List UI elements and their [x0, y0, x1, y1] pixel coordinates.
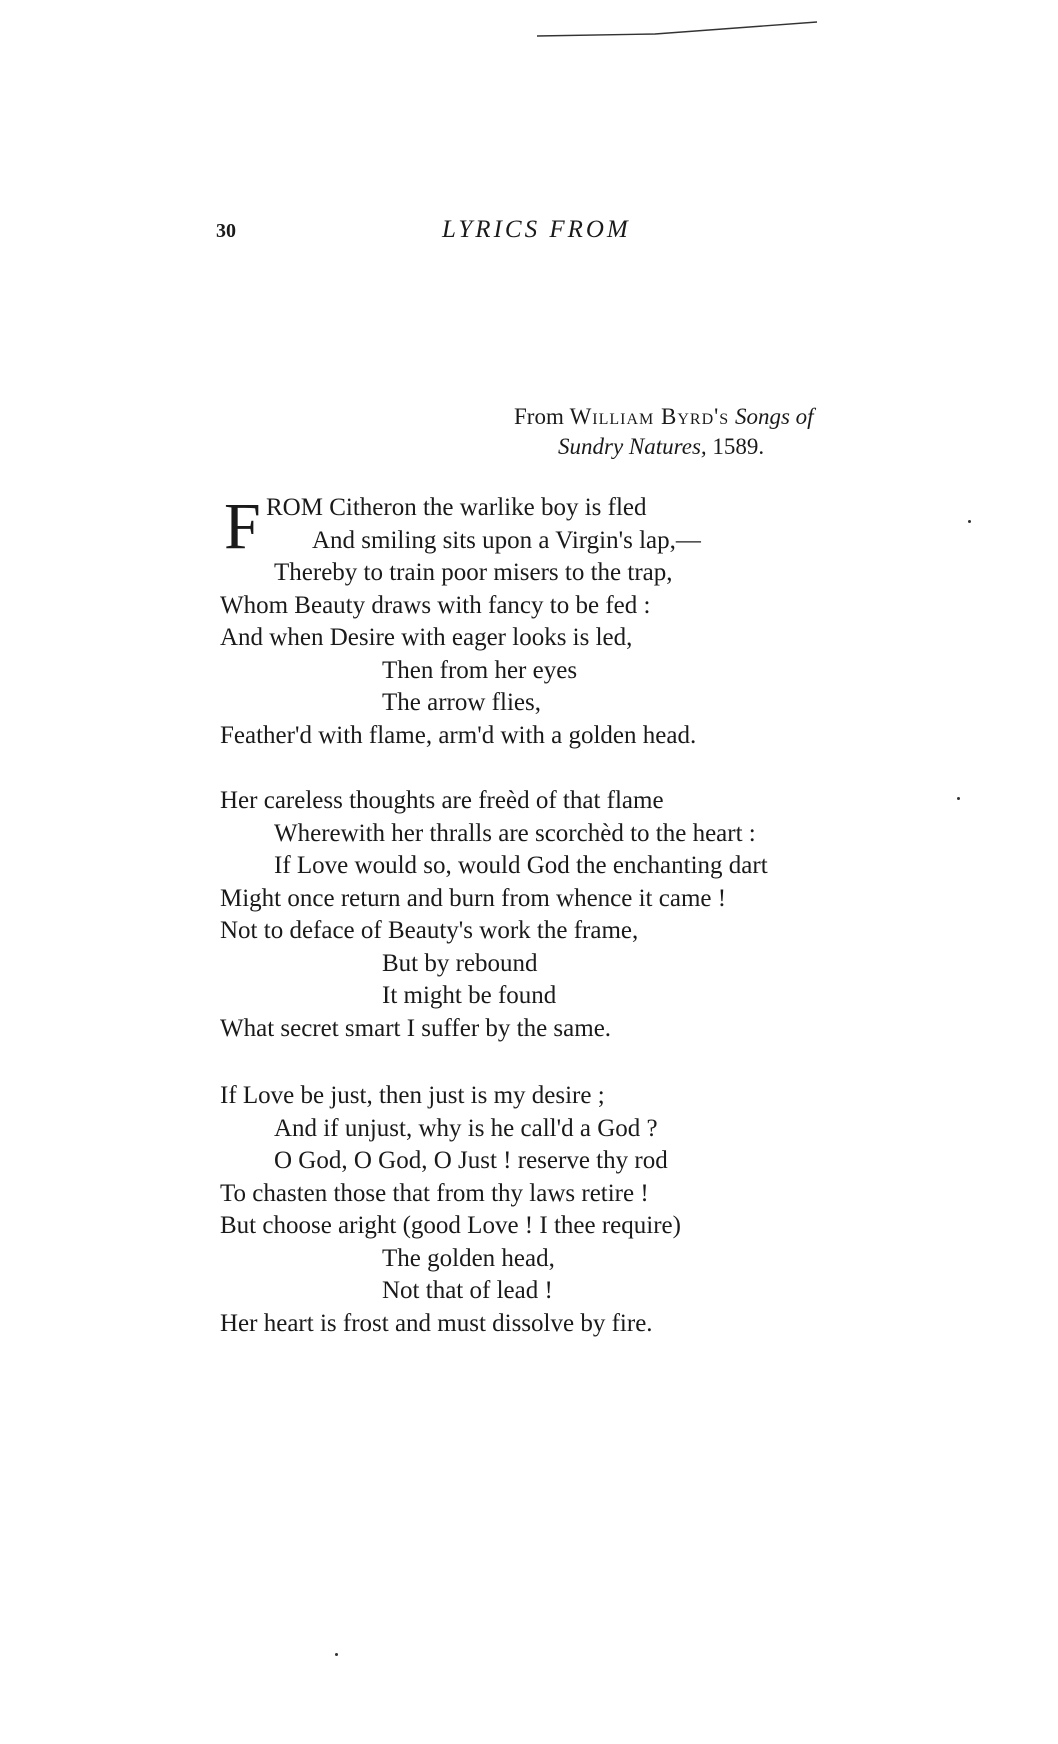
print-speck: [335, 1653, 338, 1656]
poem-line: And if unjust, why is he call'd a God ?: [274, 1114, 658, 1142]
poem-line: The arrow flies,: [382, 689, 541, 716]
attribution: [514, 402, 914, 462]
poem-line: O God, O God, O Just ! reserve thy rod: [274, 1147, 668, 1174]
poem-line: If Love be just, then just is my desire ;: [220, 1082, 605, 1109]
print-speck: [968, 520, 971, 523]
poem-line: Thereby to train poor misers to the trap,: [274, 559, 673, 586]
poem-line: Not to deface of Beauty's work the frame,: [220, 917, 639, 944]
drop-cap: F: [224, 490, 261, 563]
top-rule-line: [535, 14, 820, 38]
poem-line: Her heart is frost and must dissolve by fire.: [220, 1309, 653, 1337]
running-head: LYRICS FROM: [442, 216, 631, 243]
attribution-year: 1589.: [712, 434, 765, 459]
poem-line: But choose aright (good Love ! I thee require): [220, 1212, 681, 1239]
stanza-break: [220, 1045, 880, 1080]
poem-line: If Love would so, would God the enchanting dart: [274, 852, 768, 879]
attribution-title-part2: Sundry Natures,: [558, 434, 707, 459]
poem-line: To chasten those that from thy laws retire !: [220, 1179, 649, 1207]
poem-line: What secret smart I suffer by the same.: [220, 1014, 612, 1042]
poem: [220, 492, 880, 1340]
attribution-author: William Byrd's: [569, 404, 730, 429]
poem-line: Whom Beauty draws with fancy to be fed :: [220, 591, 651, 619]
poem-line: Wherewith her thralls are scorchèd to the heart :: [274, 819, 756, 847]
poem-line: ROM Citheron the warlike boy is fled: [266, 494, 647, 521]
poem-line: Then from her eyes: [382, 656, 578, 684]
attribution-line-2: [514, 432, 914, 462]
poem-line: Feather'd with flame, arm'd with a golden head.: [220, 721, 697, 749]
poem-line: It might be found: [382, 982, 557, 1009]
attribution-title-part1: Songs of: [734, 404, 814, 429]
poem-line: But by rebound: [382, 949, 538, 977]
poem-line: Not that of lead !: [382, 1277, 553, 1304]
poem-line: Might once return and burn from whence it came !: [220, 884, 727, 912]
poem-line: And when Desire with eager looks is led,: [220, 624, 633, 651]
page-number: 30: [216, 220, 236, 242]
poem-line: Her careless thoughts are freèd of that flame: [220, 787, 664, 814]
print-speck: [957, 797, 960, 800]
poem-line: The golden head,: [382, 1244, 555, 1272]
attribution-line-1: [514, 402, 914, 432]
attribution-prefix: From: [514, 404, 564, 429]
stanza-break: [220, 752, 880, 785]
poem-line: And smiling sits upon a Virgin's lap,—: [312, 526, 701, 554]
